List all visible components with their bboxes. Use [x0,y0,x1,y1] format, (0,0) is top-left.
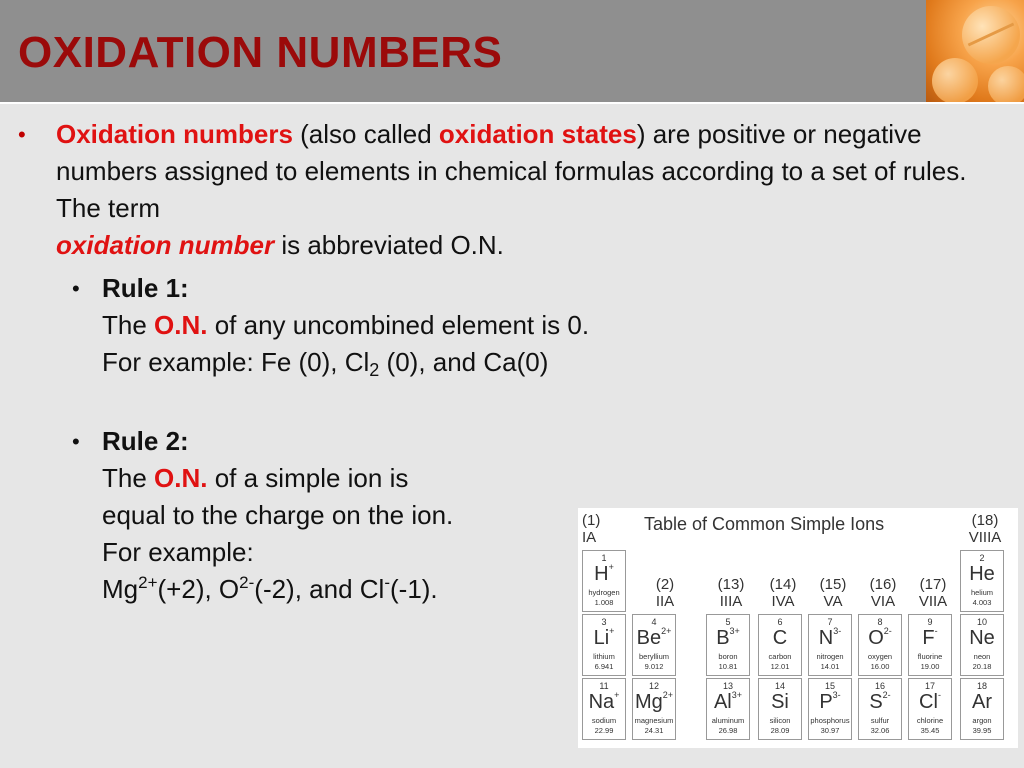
element-cell-carbon [758,614,802,676]
atomic-mass: 6.941 [594,662,614,671]
bullet-dot: • [72,276,80,301]
element-cell-magnesium [632,678,676,740]
group-roman: VIIIA [968,529,1002,546]
ion-charge: 2+ [661,626,672,636]
group-label [860,576,906,610]
title-bar [0,0,1024,104]
group-number: (1) [582,512,601,529]
symbol-text: O [868,627,884,649]
group-roman: VIIA [918,593,948,610]
element-symbol [859,691,901,713]
element-name: fluorine [917,652,943,661]
element-symbol [961,627,1003,649]
ion-charge: 2- [882,690,891,700]
atomic-number: 15 [824,681,835,691]
element-cell-neon [960,614,1004,676]
element-symbol [759,691,801,713]
element-name: silicon [769,716,791,725]
element-cell-boron [706,614,750,676]
element-symbol [809,691,851,713]
element-name: sodium [591,716,617,725]
atomic-number: 18 [976,681,987,691]
rule2-heading: Rule 2: [102,426,189,456]
atomic-mass: 35.45 [920,726,940,735]
group-roman: VIA [870,593,896,610]
atomic-mass: 24.31 [644,726,664,735]
rule2-example: Mg [102,574,139,604]
atomic-number: 1 [601,553,607,563]
element-cell-nitrogen [808,614,852,676]
symbol-text: Be [636,627,662,649]
atomic-mass: 26.98 [718,726,738,735]
symbol-text: B [716,627,730,649]
element-name: neon [973,652,991,661]
atomic-mass: 28.09 [770,726,790,735]
rule2-example: (+2), O [157,574,240,604]
group-number: (18) [971,512,999,529]
rule2-example: (-1). [390,574,438,604]
element-name: argon [972,716,992,725]
element-cell-sulfur [858,678,902,740]
element-name: nitrogen [816,652,844,661]
element-symbol [633,691,675,713]
atomic-number: 17 [924,681,935,691]
element-symbol [583,627,625,649]
element-cell-sodium [582,678,626,740]
intro-text: is abbreviated O.N. [274,230,504,260]
element-name: beryllium [638,652,669,661]
group-label [760,576,806,610]
ion-charge: + [609,626,615,636]
element-symbol [759,627,801,649]
superscript: - [384,573,390,592]
rule1-example: For example: Fe (0), Cl [102,347,370,377]
element-name: oxygen [867,652,893,661]
group-number: (14) [769,576,797,593]
on-highlight: O.N. [154,310,208,340]
element-name: hydrogen [588,588,620,597]
rule2-example: (-2), and Cl [254,574,385,604]
element-symbol [909,627,951,649]
element-name: sulfur [870,716,890,725]
ion-charge: 3- [832,690,841,700]
term-oxidation-states: oxidation states [438,119,637,149]
element-name: boron [718,652,738,661]
symbol-text: F [922,627,935,649]
ion-charge: 3- [833,626,842,636]
symbol-text: N [818,627,834,649]
atomic-number: 14 [774,681,785,691]
ion-charge: - [937,690,941,700]
ion-charge: 3+ [729,626,740,636]
rule1-text: The [102,310,155,340]
element-name: chlorine [916,716,944,725]
element-symbol [583,563,625,585]
atomic-mass: 12.01 [770,662,790,671]
element-symbol [809,627,851,649]
element-symbol [707,691,749,713]
atomic-mass: 32.06 [870,726,890,735]
atomic-number: 4 [651,617,657,627]
rule1-heading: Rule 1: [102,273,189,303]
ion-charge: 2- [883,626,892,636]
symbol-text: P [819,691,833,713]
element-name: helium [970,588,994,597]
atomic-mass: 10.81 [718,662,738,671]
atomic-number: 8 [877,617,883,627]
element-cell-lithium [582,614,626,676]
symbol-text: Al [713,691,732,713]
element-cell-hydrogen [582,550,626,612]
atomic-mass: 16.00 [870,662,890,671]
ion-charge: - [934,626,938,636]
element-symbol [961,563,1003,585]
element-symbol [859,627,901,649]
rule2-text: of a simple ion is [207,463,409,493]
term-oxidation-numbers: Oxidation numbers [56,119,293,149]
symbol-text: Na [588,691,615,713]
atomic-number: 16 [874,681,885,691]
bullet-dot: • [72,429,80,454]
group-roman: IIA [655,593,675,610]
group-number: (13) [717,576,745,593]
symbol-text: H [594,563,609,585]
element-cell-beryllium [632,614,676,676]
term-oxidation-number: oxidation number [56,230,275,260]
element-cell-fluorine [908,614,952,676]
element-cell-argon [960,678,1004,740]
element-name: phosphorus [810,716,850,725]
rule2-text: equal to the charge on the ion. [102,500,454,530]
atomic-mass: 20.18 [972,662,992,671]
element-symbol [583,691,625,713]
ion-charge: + [608,562,614,572]
symbol-text: He [969,563,995,585]
element-symbol [961,691,1003,713]
symbol-text: C [772,627,788,649]
ion-charge: 3+ [731,690,743,700]
symbol-text: S [869,691,883,713]
group-roman: IIIA [719,593,743,610]
group-number: (15) [819,576,847,593]
rule1-example: (0), and Ca(0) [379,347,549,377]
bullet-dot: • [18,122,26,147]
atomic-number: 11 [599,681,609,691]
group-label [910,576,956,610]
group-label [582,512,628,546]
element-cell-oxygen [858,614,902,676]
atomic-mass: 22.99 [594,726,614,735]
atomic-mass: 1.008 [594,598,614,607]
pill-shape [932,58,978,102]
element-cell-phosphorus [808,678,852,740]
intro-text: (also called [292,119,439,149]
atomic-number: 9 [927,617,933,627]
common-ions-table [578,508,1018,748]
element-symbol [633,627,675,649]
atomic-number: 3 [601,617,607,627]
ion-charge: 2+ [662,690,674,700]
atomic-mass: 9.012 [644,662,664,671]
element-cell-chlorine [908,678,952,740]
group-roman: IA [582,529,597,546]
element-name: lithium [593,652,615,661]
atomic-number: 7 [827,617,833,627]
rule1-bullet [18,270,978,381]
symbol-text: Cl [919,691,938,713]
slide-title: OXIDATION NUMBERS [18,28,503,77]
ion-charge: + [614,690,620,700]
atomic-number: 12 [648,681,659,691]
group-roman: VA [823,593,843,610]
superscript: 2- [239,573,255,592]
element-name: carbon [768,652,792,661]
symbol-text: Li [593,627,610,649]
atomic-number: 13 [722,681,733,691]
on-highlight: O.N. [154,463,208,493]
element-symbol [909,691,951,713]
atomic-number: 6 [777,617,783,627]
group-label [962,512,1008,546]
group-roman: IVA [771,593,795,610]
ions-table-title: Table of Common Simple Ions [644,514,885,534]
element-name: magnesium [634,716,674,725]
atomic-mass: 39.95 [972,726,992,735]
group-number: (16) [869,576,897,593]
rule1-text: of any uncombined element is 0. [207,310,590,340]
group-number: (17) [919,576,947,593]
intro-text: ) are positive or negative numbers assigned to elements in chemical formulas according to a set of rules. The term [56,119,967,223]
atomic-number: 10 [976,617,987,627]
atomic-number: 2 [979,553,985,563]
symbol-text: Si [771,691,789,713]
rule2-text: The [102,463,155,493]
pill-shape [988,66,1024,102]
atomic-number: 5 [725,617,731,627]
symbol-text: Mg [634,691,663,713]
intro-bullet [18,116,978,264]
rule2-text: For example: [102,537,254,567]
group-label [708,576,754,610]
atomic-mass: 30.97 [820,726,840,735]
subscript: 2 [369,360,380,380]
pills-image [926,0,1024,102]
group-label [642,576,688,610]
element-cell-helium [960,550,1004,612]
element-cell-aluminum [706,678,750,740]
atomic-mass: 19.00 [920,662,940,671]
atomic-mass: 14.01 [820,662,840,671]
atomic-mass: 4.003 [972,598,992,607]
group-number: (2) [655,576,675,593]
element-symbol [707,627,749,649]
symbol-text: Ne [969,627,995,649]
element-name: aluminum [711,716,745,725]
group-label [810,576,856,610]
superscript: 2+ [138,573,158,592]
symbol-text: Ar [972,691,992,713]
element-cell-silicon [758,678,802,740]
